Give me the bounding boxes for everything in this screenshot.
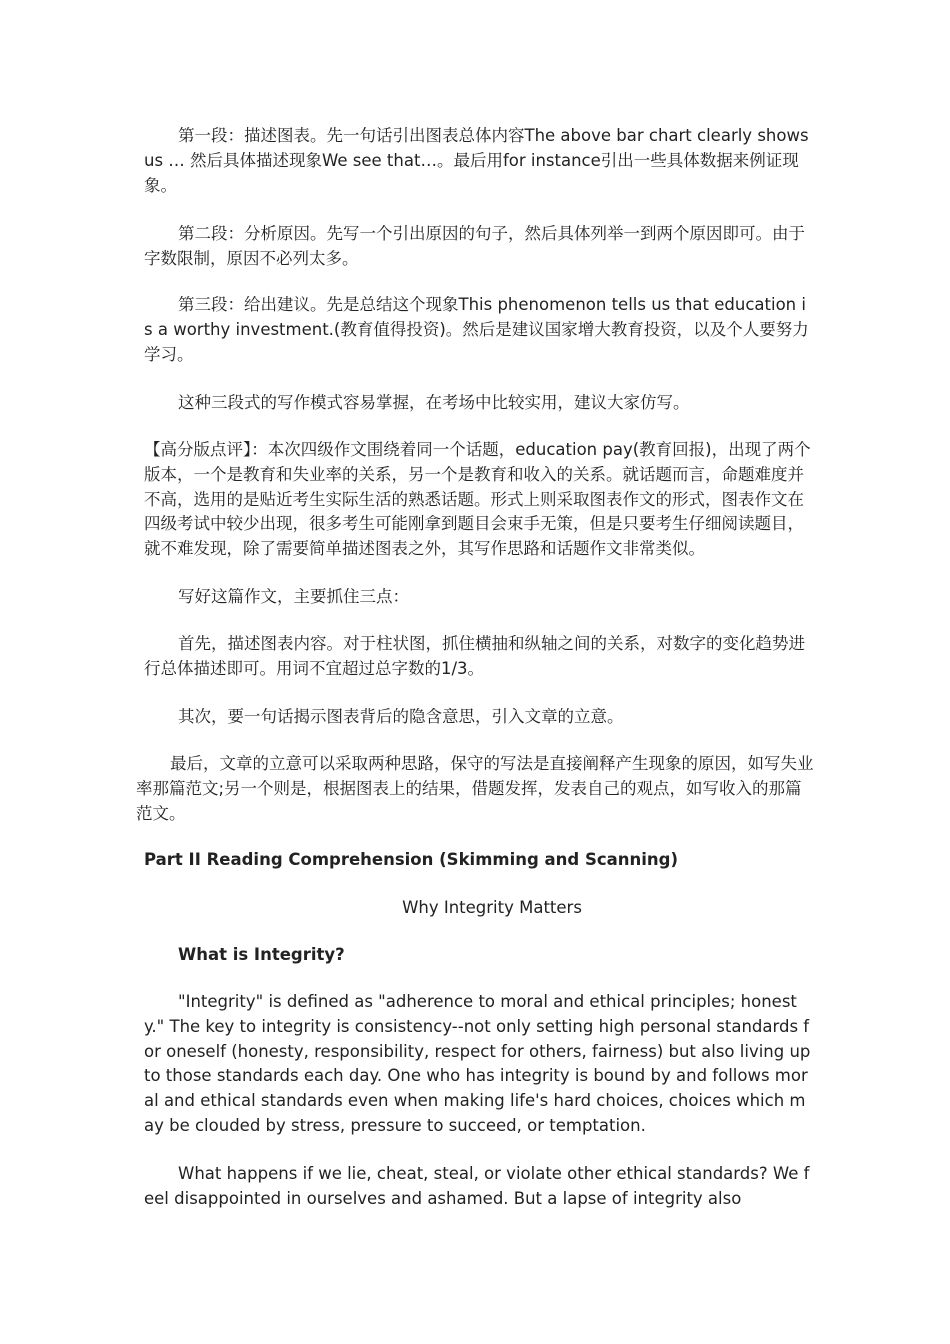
- part-heading: Part II Reading Comprehension (Skimming and Scanning): [144, 850, 679, 869]
- paragraph-third-section: 第三段：给出建议。先是总结这个现象This phenomenon tells us that education is a worthy investment.(教育值得投资)。然后是建议国家增大教育投资，以及个人要努力学习。: [144, 295, 809, 364]
- paragraph-integrity-definition: "Integrity" is defined as "adherence to moral and ethical principles; honesty." The key to integrity is consistency--not only setting high personal standards for oneself (honesty, responsibility, respect for others, fairness) but also living up to those standards each day. One who has integrity is bound by and follows moral and ethical standards even when making life's hard choices, choices which may be clouded by stress, pressure to succeed, or temptation.: [144, 992, 811, 1135]
- paragraph-high-score-review: 【高分版点评】：本次四级作文围绕着同一个话题，education pay(教育回报)，出现了两个版本，一个是教育和失业率的关系，另一个是教育和收入的关系。就话题而言，命题难度并不高，选用的是贴近考生实际生活的熟悉话题。形式上则采取图表作文的形式，图表作文在四级考试中较少出现，很多考生可能刚拿到题目会束手无策，但是只要考生仔细阅读题目，就不难发现，除了需要简单描述图表之外，其写作思路和话题作文非常类似。: [144, 440, 811, 559]
- paragraph-first-section: 第一段：描述图表。先一句话引出图表总体内容The above bar chart clearly shows us … 然后具体描述现象We see that…。最后用for instance引出一些具体数据来例证现象。: [144, 126, 809, 195]
- paragraph-second-section: 第二段：分析原因。先写一个引出原因的句子，然后具体列举一到两个原因即可。由于字数限制，原因不必列太多。: [144, 224, 805, 268]
- paragraph-point-last: 最后，文章的立意可以采取两种思路，保守的写法是直接阐释产生现象的原因，如写失业率那篇范文;另一个则是，根据图表上的结果，借题发挥，发表自己的观点，如写收入的那篇范文。: [136, 754, 814, 823]
- paragraph-integrity-lapse: What happens if we lie, cheat, steal, or violate other ethical standards? We feel disappointed in ourselves and ashamed. But a lapse of integrity also: [144, 1164, 810, 1208]
- paragraph-three-points-intro: 写好这篇作文，主要抓住三点：: [178, 587, 409, 606]
- paragraph-point-first: 首先，描述图表内容。对于柱状图，抓住横抽和纵轴之间的关系，对数字的变化趋势进行总体描述即可。用词不宜超过总字数的1/3。: [144, 634, 805, 678]
- section-heading: What is Integrity?: [178, 945, 345, 964]
- article-title: Why Integrity Matters: [402, 898, 582, 917]
- paragraph-summary-note: 这种三段式的写作模式容易掌握，在考场中比较实用，建议大家仿写。: [178, 393, 690, 412]
- paragraph-point-second: 其次，要一句话揭示图表背后的隐含意思，引入文章的立意。: [178, 707, 624, 726]
